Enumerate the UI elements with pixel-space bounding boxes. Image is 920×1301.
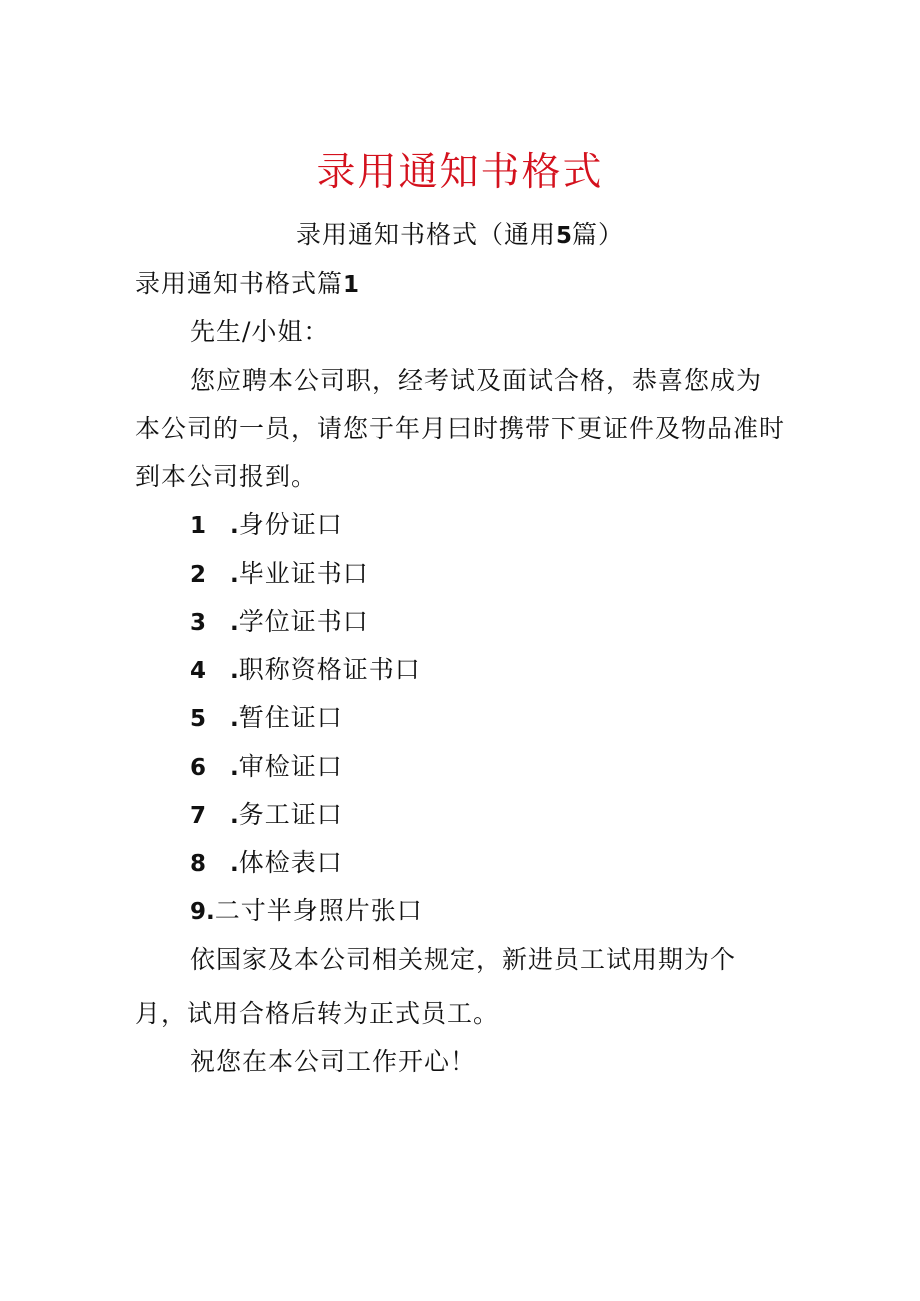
paragraph2-line-1: 依国家及本公司相关规定，新进员工试用期为个: [190, 945, 737, 974]
list-item-text: 体检表口: [238, 848, 343, 877]
list-item-number: 6: [190, 755, 207, 781]
section-heading-number: 1: [343, 272, 360, 298]
closing-line: 祝您在本公司工作开心！: [190, 1047, 477, 1076]
paragraph2-line-2: 月，试用合格后转为正式员工。: [135, 999, 500, 1028]
list-item-number: 1: [190, 513, 207, 539]
list-item-number: 3: [190, 610, 207, 636]
paragraph1-line-1: 您应聘本公司职，经考试及面试合格，恭喜您成为: [190, 366, 763, 395]
subtitle-number: 5: [555, 223, 572, 249]
document-subtitle: [0, 217, 920, 254]
list-item-number: 8: [190, 851, 207, 877]
subtitle-suffix: 篇）: [572, 220, 625, 249]
paragraph1-line-3: 到本公司报到。: [135, 462, 318, 491]
list-item: 3 .学位证书口: [190, 604, 369, 641]
subtitle-prefix: 录用通知书格式（通用: [295, 220, 556, 249]
list-item: 8 .体检表口: [190, 845, 343, 882]
list-item: 1 .身份证口: [190, 507, 343, 544]
salutation: 先生/小姐：: [190, 317, 330, 346]
list-item: 2 .毕业证书口: [190, 556, 369, 593]
paragraph1-line-2: 本公司的一员，请您于年月曰时携带下更证件及物品准时: [135, 414, 786, 443]
list-item-number: 9.: [190, 899, 215, 925]
list-item-text: 学位证书口: [238, 607, 369, 636]
list-item-text: 二寸半身照片张口: [214, 896, 423, 925]
list-item-text: 务工证口: [238, 800, 343, 829]
list-item-number: 7: [190, 803, 207, 829]
list-item-number: 5: [190, 706, 207, 732]
list-item: [190, 893, 423, 930]
list-item-text: 职称资格证书口: [238, 655, 421, 684]
list-item-text: 身份证口: [238, 510, 343, 539]
list-item-number: 2: [190, 562, 207, 588]
list-item-text: 审检证口: [238, 752, 343, 781]
document-title: 录用通知书格式: [316, 150, 604, 195]
list-item-text: 毕业证书口: [238, 559, 369, 588]
section-heading-text: 录用通知书格式篇: [135, 269, 344, 298]
list-item-text: 暂住证口: [238, 703, 343, 732]
section-heading: [135, 266, 359, 303]
list-item: 5 .暂住证口: [190, 700, 343, 737]
list-item: 6 .审检证口: [190, 749, 343, 786]
list-item: 7 .务工证口: [190, 797, 343, 834]
list-item: 4 .职称资格证书口: [190, 652, 421, 689]
list-item-number: 4: [190, 658, 207, 684]
